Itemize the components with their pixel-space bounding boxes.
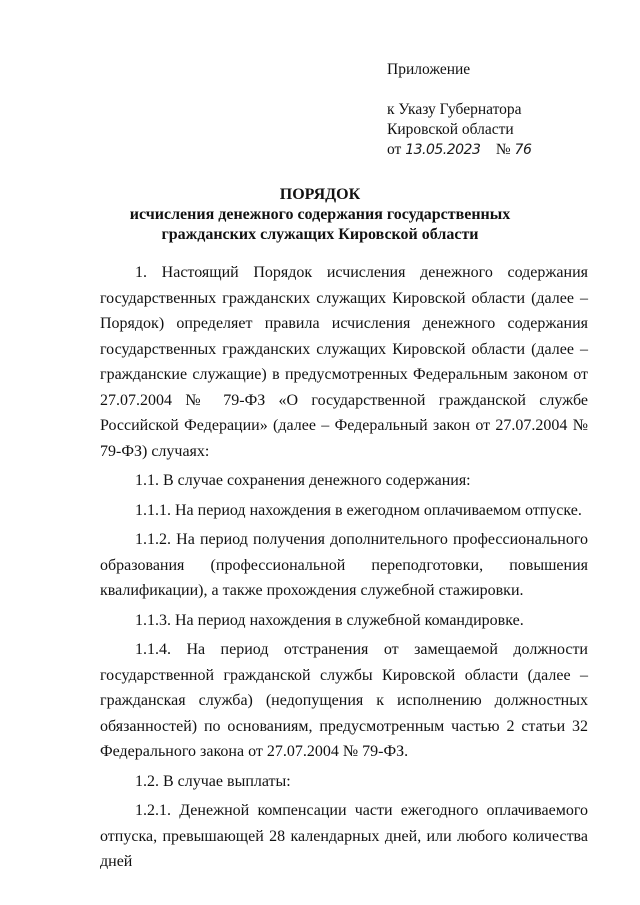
- paragraph-1-2: 1.2. В случае выплаты:: [135, 772, 291, 790]
- title-line-2: гражданских служащих Кировской области: [161, 226, 479, 243]
- handwritten-number: 76: [514, 142, 532, 158]
- paragraph-1-2-1: 1.2.1. Денежной компенсации части ежегодного оплачиваемого отпуска, превышающей 28 календарных дней, или любого количества дней: [100, 802, 588, 870]
- number-label: №: [495, 141, 511, 158]
- paragraph-1-1-2: 1.1.2. На период получения дополнительного профессионального образования (профессиональной переподготовки, повышения квалификации), а также прохождения служебной стажировки.: [100, 531, 588, 599]
- appendix-decree: к Указу Губернатора: [387, 101, 522, 118]
- appendix-region: Кировской области: [387, 121, 514, 138]
- document-title: [0, 185, 640, 245]
- paragraph-1-1-3: 1.1.3. На период нахождения в служебной командировке.: [135, 611, 524, 629]
- appendix-date-line: [387, 140, 531, 160]
- paragraph-1-1-1: 1.1.1. На период нахождения в ежегодном оплачиваемом отпуске.: [135, 501, 582, 519]
- paragraph-1: 1. Настоящий Порядок исчисления денежного содержания государственных гражданских служащих Кировской области (далее – Порядок) определяет правила исчисления денежного содержания государственных гражданских служащих Кировской области (далее – гражданские служащие) в предусмотренных Федеральным законом от 27.07.2004 № 79-ФЗ «О государственной гражданской службе Российской Федерации» (далее – Федеральный закон от 27.07.2004 № 79-ФЗ) случаях:: [100, 264, 588, 460]
- handwritten-date: 13.05.2023: [405, 142, 481, 158]
- appendix-label: Приложение: [387, 61, 471, 78]
- document-body: [100, 260, 588, 879]
- title-line-1: исчисления денежного содержания государственных: [129, 206, 511, 223]
- date-prefix: от: [387, 141, 402, 158]
- paragraph-1-1: 1.1. В случае сохранения денежного содержания:: [135, 472, 471, 489]
- title-main: ПОРЯДОК: [279, 186, 361, 203]
- appendix-block: [387, 60, 531, 160]
- paragraph-1-1-4: 1.1.4. На период отстранения от замещаемой должности государственной гражданской службы Кировской области (далее – гражданская служба) (недопущения к исполнению должностных обязанностей) по основаниям, предусмотренным частью 2 статьи 32 Федерального закона от 27.07.2004 № 79-ФЗ.: [100, 641, 588, 760]
